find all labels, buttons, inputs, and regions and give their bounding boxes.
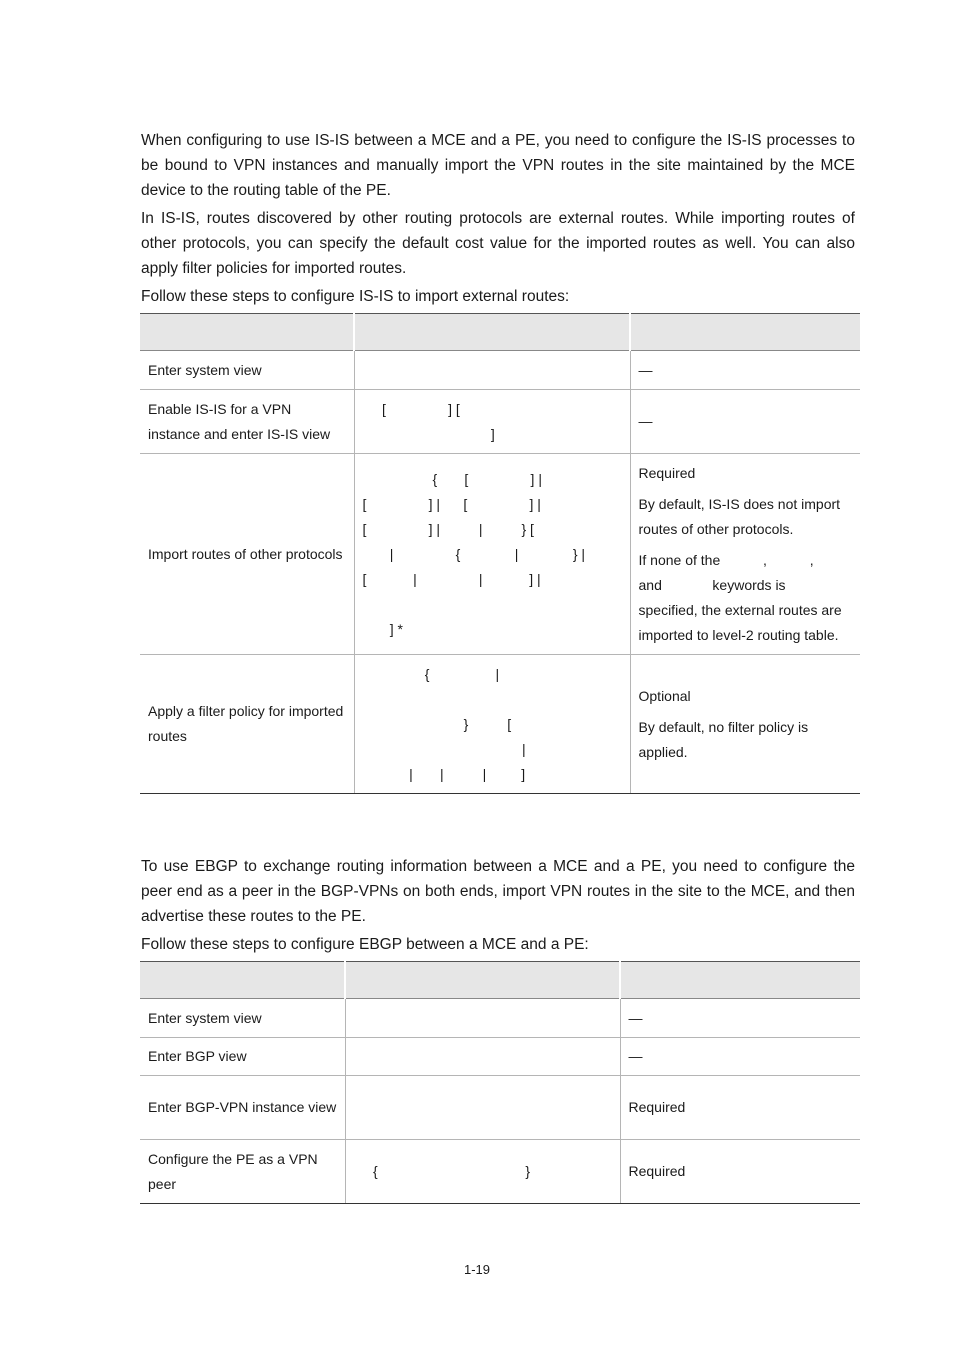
command-cell: { } [345,1140,620,1204]
table-row [140,351,860,390]
remarks-cell: — [630,390,860,454]
header-cell [140,314,354,351]
remarks-cell [630,655,860,794]
remarks-optional: Optional [638,687,691,704]
todo-cell: Enter BGP view [140,1038,345,1076]
table-row [140,454,860,655]
table-header-row [140,314,860,351]
command-cell [354,351,630,390]
isis-intro-paragraph-1: When configuring to use IS-IS between a MCE and a PE, you need to configure the IS-IS processes to be bound to VPN instances and manually import the VPN routes in the site maintained by the MCE device to the routing table of the PE. [141,132,855,199]
ebgp-config-table [140,961,860,1204]
isis-intro-paragraph-2: In IS-IS, routes discovered by other routing protocols are external routes. While importing routes of other protocols, you can specify the default cost value for the imported routes as well. You can also apply filter policies for imported routes. [141,210,855,277]
todo-cell: Import routes of other protocols [140,454,354,655]
remarks-cell: — [630,351,860,390]
todo-cell: Apply a filter policy for imported routes [140,655,354,794]
remarks-default: By default, no filter policy is applied. [638,718,809,760]
remarks-cell: Required [620,1076,860,1140]
header-cell [630,314,860,351]
command-cell: { | } [ | | | | ] [354,655,630,794]
table-row [140,999,860,1038]
todo-cell: Enable IS-IS for a VPN instance and enter IS-IS view [140,390,354,454]
table-row [140,1038,860,1076]
command-cell: [ ] [ ] [354,390,630,454]
header-cell [354,314,630,351]
ebgp-table-intro: Follow these steps to configure EBGP between a MCE and a PE: [141,936,589,953]
command-cell [345,999,620,1038]
todo-cell: Enter system view [140,999,345,1038]
command-cell [345,1038,620,1076]
ebgp-intro-paragraph: To use EBGP to exchange routing information between a MCE and a PE, you need to configure the peer end as a peer in the BGP-VPNs on both ends, import VPN routes in the site to the MCE, and then advertise these routes to the PE. [141,858,855,925]
command-cell: { [ ] | [ ] | [ ] | [ ] | | } [ | { | } | [ | | ] | ] * [354,454,630,655]
remarks-cell [630,454,860,655]
table-row [140,655,860,794]
remarks-default: By default, IS-IS does not import routes of other protocols. [638,495,841,537]
table-header-row [140,962,860,999]
todo-cell: Enter BGP-VPN instance view [140,1076,345,1140]
command-cell [345,1076,620,1140]
remarks-cell: Required [620,1140,860,1204]
remarks-cell: — [620,1038,860,1076]
table-row [140,1140,860,1204]
header-cell [140,962,345,999]
table-row [140,390,860,454]
header-cell [620,962,860,999]
page-number: 1-19 [463,1262,491,1277]
remarks-note: If none of the , , and keywords is specified, the external routes are imported to level-2 routing table. [638,551,842,643]
todo-cell: Enter system view [140,351,354,390]
isis-table-intro: Follow these steps to configure IS-IS to import external routes: [141,288,570,305]
remarks-cell: — [620,999,860,1038]
table-row [140,1076,860,1140]
isis-import-table [140,313,860,794]
remarks-required: Required [638,464,696,481]
todo-cell: Configure the PE as a VPN peer [140,1140,345,1204]
header-cell [345,962,620,999]
